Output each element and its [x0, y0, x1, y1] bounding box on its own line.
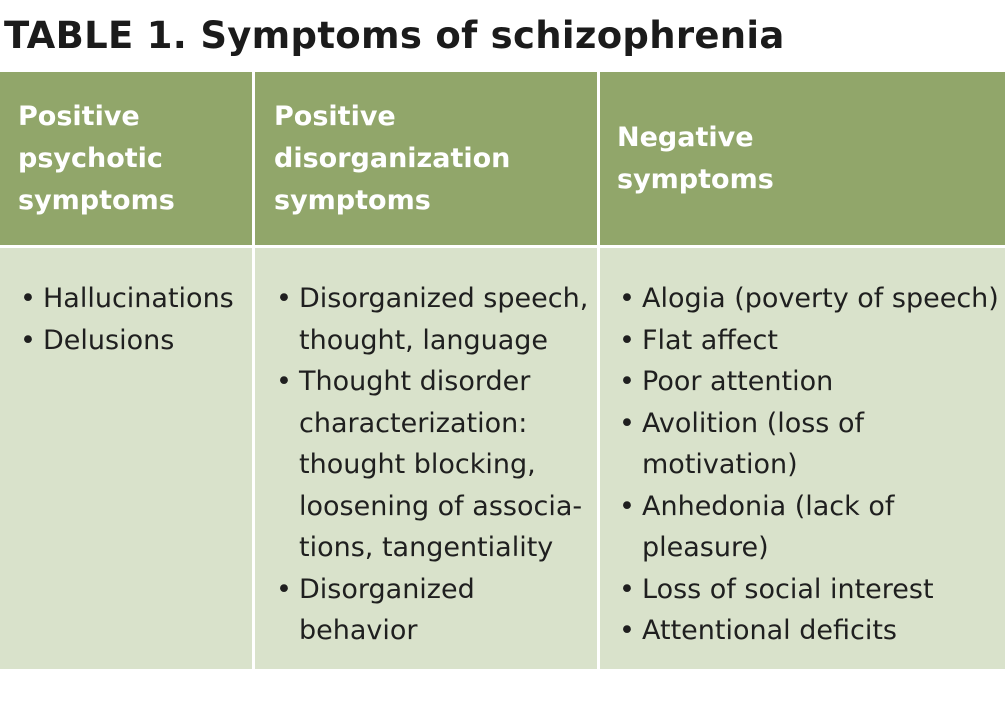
header-positive-psychotic [0, 72, 255, 245]
header-line: psychotic [18, 142, 163, 174]
item-line: • Disorganized speech, [299, 283, 589, 314]
list-item [274, 278, 597, 361]
header-line: Positive [18, 100, 140, 132]
list-item [617, 486, 1005, 569]
header-line: symptoms [274, 184, 431, 216]
list-item [617, 320, 1005, 362]
item-line: thought, language [299, 324, 549, 356]
list-item [18, 278, 252, 320]
item-line: • Flat affect [642, 324, 778, 356]
item-line: • Poor attention [642, 366, 834, 397]
list-item [274, 569, 597, 652]
symptom-list [274, 278, 597, 652]
list-item [617, 403, 1005, 486]
item-line: loosening of associa- [299, 490, 583, 522]
item-line: • Disorganized [299, 573, 475, 605]
list-item [617, 278, 1005, 320]
item-line: tions, tangentiality [299, 532, 554, 563]
list-item [617, 361, 1005, 403]
header-negative [600, 72, 1005, 245]
list-item [617, 569, 1005, 611]
header-line: disorganization [274, 142, 511, 174]
item-line: pleasure) [642, 532, 769, 563]
item-line: thought blocking, [299, 449, 536, 480]
list-item [617, 610, 1005, 652]
header-line: Negative [617, 121, 754, 153]
item-line: behavior [299, 615, 418, 646]
item-line: • Delusions [43, 324, 175, 356]
table-title: TABLE 1. Symptoms of schizophrenia [4, 14, 785, 57]
item-line: • Hallucinations [43, 283, 234, 314]
item-line: • Avolition (loss of [642, 407, 864, 439]
cell-positive-psychotic [0, 245, 255, 669]
cell-positive-disorganization [255, 245, 600, 669]
item-line: characterization: [299, 407, 528, 439]
symptoms-table [0, 72, 1005, 669]
item-line: • Thought disorder [299, 366, 531, 397]
item-line: motivation) [642, 449, 798, 480]
header-line: symptoms [617, 163, 774, 195]
item-line: • Anhedonia (lack of [642, 490, 895, 522]
symptom-list [617, 278, 1005, 652]
item-line: • Attentional deficits [642, 615, 897, 646]
item-line: • Loss of social interest [642, 573, 934, 605]
header-line: Positive [274, 100, 396, 132]
list-item [274, 361, 597, 569]
header-positive-disorganization [255, 72, 600, 245]
cell-negative [600, 245, 1005, 669]
list-item [18, 320, 252, 362]
item-line: • Alogia (poverty of speech) [642, 283, 999, 314]
header-line: symptoms [18, 184, 175, 216]
symptom-list [18, 278, 252, 361]
